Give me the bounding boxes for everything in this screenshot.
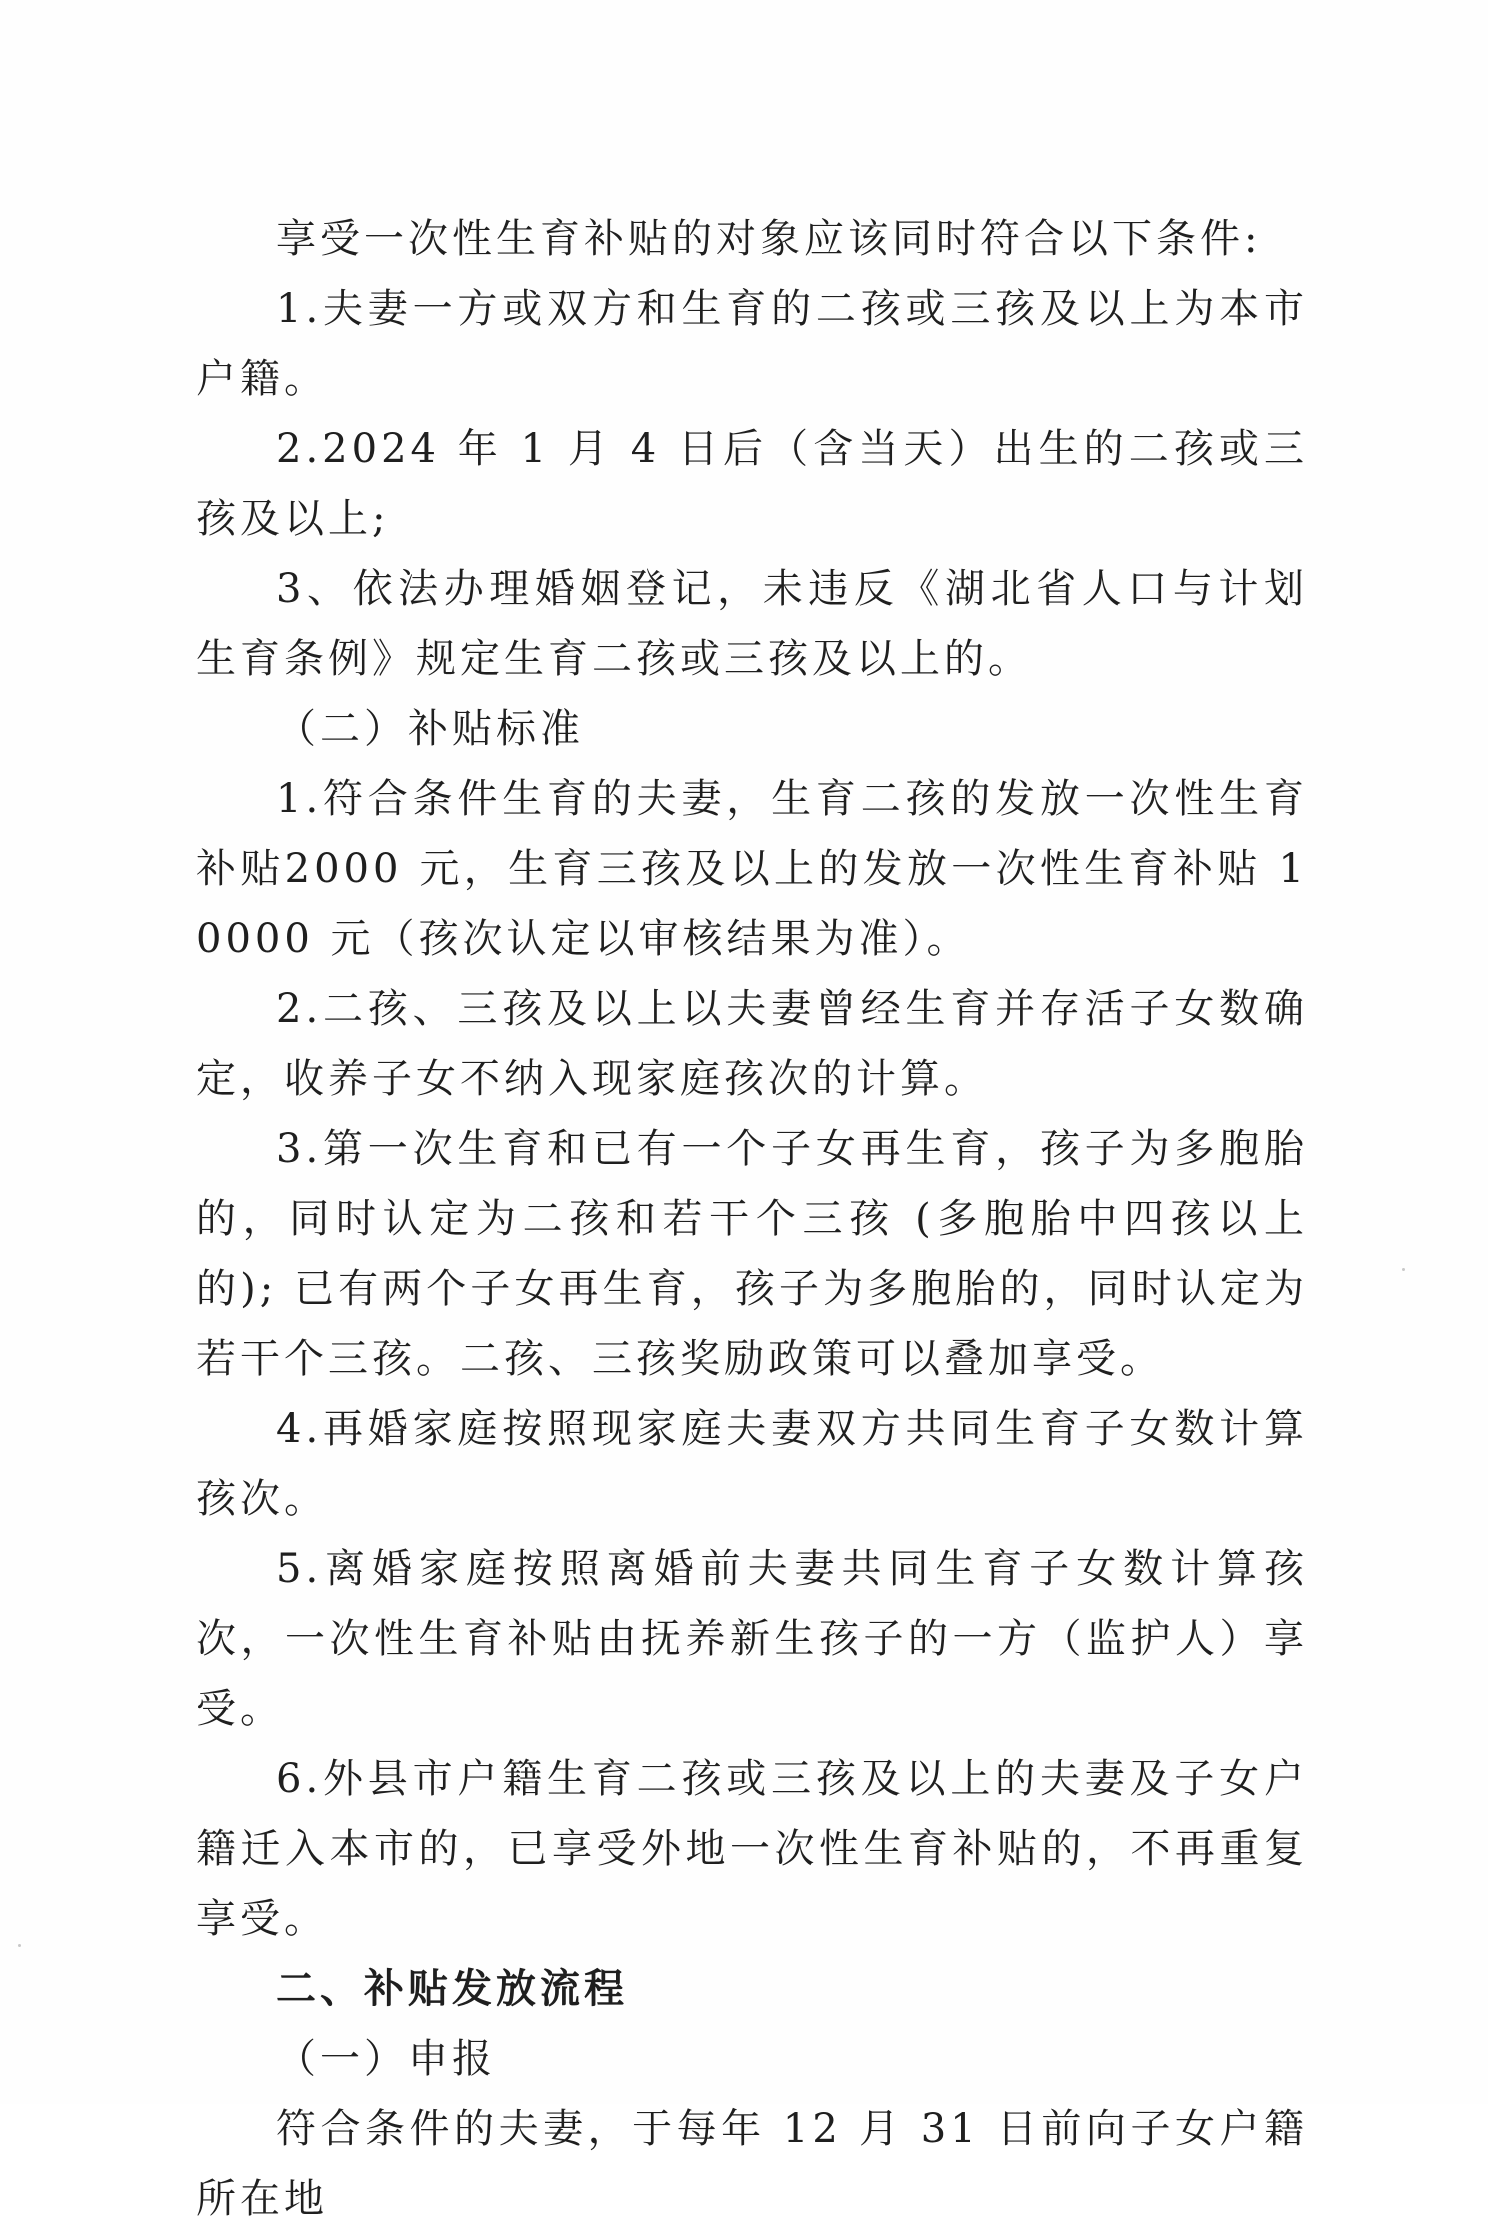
section-heading-process: 二、补贴发放流程 (276, 1965, 628, 2012)
subsection-heading-application: （一）申报 (276, 2036, 496, 2082)
standard-item-4: 4.再婚家庭按照现家庭夫妻双方共同生育子女数计算孩次。 (196, 1406, 1308, 1522)
scan-speck (18, 1944, 21, 1947)
scan-speck (1402, 1268, 1405, 1271)
application-paragraph: 符合条件的夫妻，于每年 12 月 31 日前向子女户籍所在地 (196, 2106, 1308, 2222)
eligibility-intro: 享受一次性生育补贴的对象应该同时符合以下条件: (276, 216, 1262, 262)
standard-item-1: 1.符合条件生育的夫妻，生育二孩的发放一次性生育补贴2000 元，生育三孩及以上的发放一次性生育补贴 10000 元（孩次认定以审核结果为准）。 (196, 776, 1308, 962)
standard-item-5: 5.离婚家庭按照离婚前夫妻共同生育子女数计算孩次，一次性生育补贴由抚养新生孩子的一方（监护人）享受。 (196, 1546, 1308, 1732)
section-heading-subsidy-standard: （二）补贴标准 (276, 706, 584, 752)
eligibility-condition-1: 1.夫妻一方或双方和生育的二孩或三孩及以上为本市户籍。 (196, 286, 1308, 402)
document-body (196, 204, 1308, 2234)
eligibility-condition-3: 3、依法办理婚姻登记，未违反《湖北省人口与计划生育条例》规定生育二孩或三孩及以上的。 (196, 566, 1308, 682)
standard-item-2: 2.二孩、三孩及以上以夫妻曾经生育并存活子女数确定，收养子女不纳入现家庭孩次的计算。 (196, 986, 1308, 1102)
standard-item-6: 6.外县市户籍生育二孩或三孩及以上的夫妻及子女户籍迁入本市的，已享受外地一次性生育补贴的，不再重复享受。 (196, 1756, 1308, 1942)
eligibility-condition-2: 2.2024 年 1 月 4 日后（含当天）出生的二孩或三孩及以上; (196, 426, 1308, 542)
standard-item-3: 3.第一次生育和已有一个子女再生育，孩子为多胞胎的，同时认定为二孩和若干个三孩 (多胞胎中四孩以上的); 已有两个子女再生育，孩子为多胞胎的，同时认定为若干个三孩。二孩、三孩奖励政策可以叠加享受。 (196, 1126, 1308, 1382)
